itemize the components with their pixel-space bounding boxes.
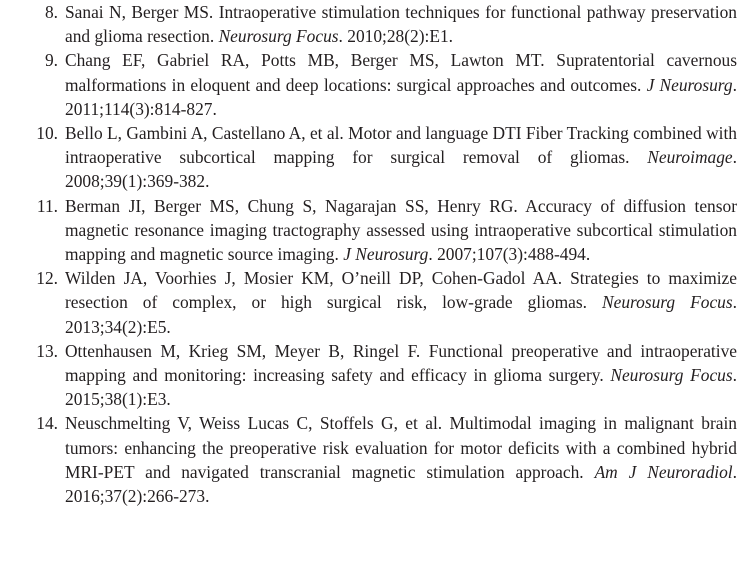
- reference-text: [65, 50, 737, 118]
- reference-text: [65, 268, 737, 336]
- reference-body: Neuschmelting V, Weiss Lucas C, Stoffels G, et al. Multimodal imaging in malignant brain tumors: enhancing the preoperative risk evaluation for motor deficits with a combined hybrid MRI-PET and navigated transcranial magnetic stimulation approach.: [65, 413, 737, 482]
- reference-item-10: [0, 121, 750, 194]
- reference-citation: . 2011;114(3):814-827.: [65, 74, 737, 119]
- reference-text: [65, 341, 737, 409]
- journal-name: J Neurosurg: [646, 74, 733, 95]
- reference-number: 12.: [36, 268, 58, 289]
- journal-name: Neuroimage: [647, 147, 733, 168]
- reference-citation: . 2010;28(2):E1.: [338, 26, 454, 47]
- reference-item-11: [0, 194, 750, 267]
- reference-body: Wilden JA, Voorhies J, Mosier KM, O’neill DP, Cohen-Gadol AA. Strategies to maximize resection of complex, or high surgical risk, low-grade gliomas.: [65, 268, 737, 313]
- reference-number: 13.: [36, 340, 58, 361]
- reference-citation: . 2015;38(1):E3.: [65, 365, 737, 410]
- reference-citation: . 2013;34(2):E5.: [65, 292, 737, 337]
- reference-text: [65, 413, 737, 506]
- reference-item-14: [0, 411, 750, 508]
- reference-number: 10.: [36, 123, 58, 144]
- reference-body: Bello L, Gambini A, Castellano A, et al. Motor and language DTI Fiber Tracking combined with intraoperative subcortical mapping for surgical removal of gliomas.: [65, 123, 737, 168]
- reference-body: Ottenhausen M, Krieg SM, Meyer B, Ringel F. Functional preoperative and intraoperative mapping and monitoring: increasing safety and efficacy in glioma surgery.: [65, 340, 737, 386]
- reference-citation: . 2016;37(2):266-273.: [65, 461, 738, 507]
- reference-number: 14.: [36, 413, 58, 434]
- reference-item-12: [0, 266, 750, 339]
- journal-name: Neurosurg Focus: [602, 292, 733, 313]
- reference-body: Sanai N, Berger MS. Intraoperative stimulation techniques for functional pathway preservation and glioma resection.: [65, 2, 737, 47]
- reference-item-13: [0, 339, 750, 412]
- journal-name: Am J Neuroradiol: [594, 461, 733, 482]
- reference-text: [65, 123, 737, 191]
- reference-item-8: [0, 0, 750, 48]
- reference-number: 9.: [44, 50, 58, 71]
- reference-number: 11.: [36, 195, 58, 216]
- reference-text: [65, 2, 737, 46]
- journal-name: Neurosurg Focus: [218, 26, 339, 47]
- reference-citation: . 2007;107(3):488-494.: [428, 244, 591, 265]
- journal-name: Neurosurg Focus: [610, 365, 733, 386]
- reference-number: 8.: [44, 2, 58, 22]
- reference-body: Chang EF, Gabriel RA, Potts MB, Berger MS, Lawton MT. Supratentorial cavernous malformations in eloquent and deep locations: surgical approaches and outcomes.: [65, 50, 737, 95]
- reference-body: Berman JI, Berger MS, Chung S, Nagarajan SS, Henry RG. Accuracy of diffusion tensor magnetic resonance imaging tractography assessed using intraoperative subcortical stimulation mapping and magnetic source imaging.: [65, 195, 737, 265]
- journal-name: J Neurosurg: [343, 244, 429, 265]
- reference-item-9: [0, 48, 750, 121]
- reference-text: [65, 196, 737, 264]
- reference-citation: . 2008;39(1):369-382.: [65, 147, 737, 192]
